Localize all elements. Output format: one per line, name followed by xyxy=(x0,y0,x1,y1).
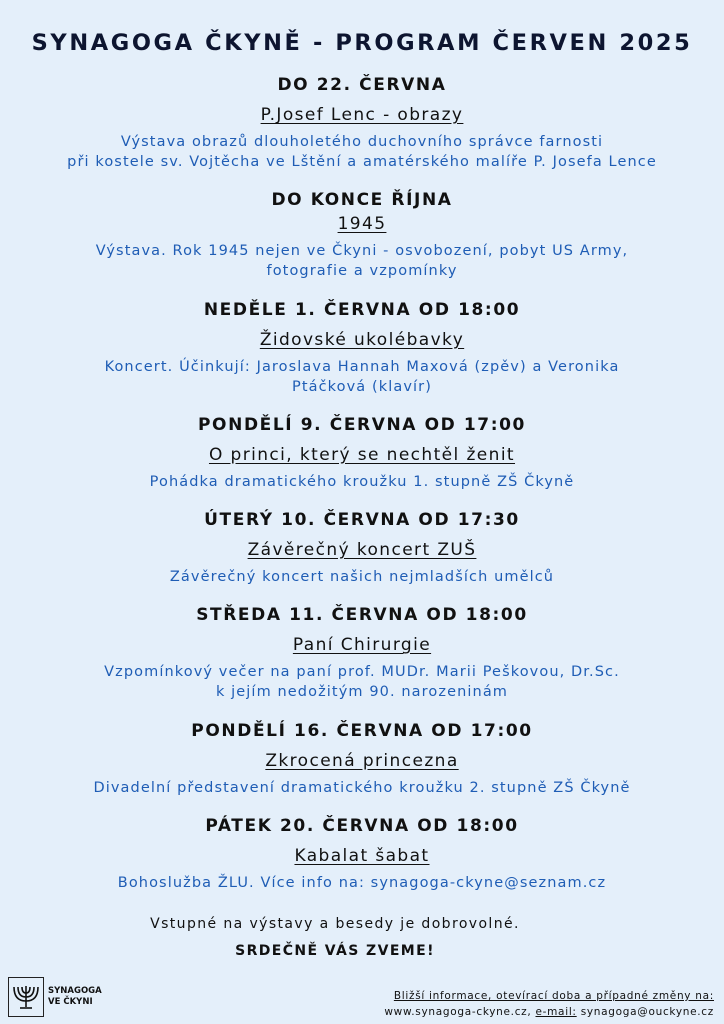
event-description xyxy=(0,662,724,702)
event-description-line: Ptáčková (klavír) xyxy=(291,379,432,395)
event-description-line: Koncert. Účinkují: Jaroslava Hannah Maxová (zpěv) a Veronika xyxy=(104,359,620,375)
logo-text xyxy=(48,986,102,1008)
contact-info xyxy=(384,988,714,1020)
event-7 xyxy=(0,720,724,798)
event-8 xyxy=(0,815,724,893)
event-date: DO KONCE ŘÍJNA xyxy=(271,190,453,210)
synagogue-logo xyxy=(8,975,138,1019)
event-description-line: při kostele sv. Vojtěcha ve Lštění a amatérského malíře P. Josefa Lence xyxy=(67,154,657,170)
event-description-line: fotografie a vzpomínky xyxy=(266,263,458,279)
event-4 xyxy=(0,414,724,492)
event-description xyxy=(0,567,724,587)
event-1 xyxy=(0,74,724,172)
event-description xyxy=(0,472,724,492)
event-date: DO 22. ČERVNA xyxy=(277,75,447,95)
event-title: O princi, který se nechtěl ženit xyxy=(208,445,516,465)
event-description xyxy=(0,778,724,798)
event-5 xyxy=(0,509,724,587)
event-description-line: Vzpomínkový večer na paní prof. MUDr. Marii Peškovou, Dr.Sc. xyxy=(104,664,620,680)
event-description xyxy=(0,873,724,893)
event-date: NEDĚLE 1. ČERVNA OD 18:00 xyxy=(203,300,521,320)
event-date: STŘEDA 11. ČERVNA OD 18:00 xyxy=(196,605,528,625)
email-label: e-mail: xyxy=(535,1006,577,1018)
event-description-line: Závěrečný koncert našich nejmladších umělců xyxy=(169,569,555,585)
event-description-line: Výstava. Rok 1945 nejen ve Čkyni - osvobození, pobyt US Army, xyxy=(95,243,629,259)
menorah-icon xyxy=(8,977,44,1017)
info-contacts xyxy=(384,1004,714,1020)
event-title: Závěrečný koncert ZUŠ xyxy=(247,540,477,560)
website-link[interactable]: www.synagoga-ckyne.cz, xyxy=(384,1006,532,1018)
admission-note: Vstupné na výstavy a besedy je dobrovolné. xyxy=(150,916,520,932)
event-6 xyxy=(0,604,724,702)
invitation: SRDEČNĚ VÁS ZVEME! xyxy=(235,943,435,959)
event-description-line: Výstava obrazů dlouholetého duchovního správce farnosti xyxy=(120,134,604,150)
event-title: P.Josef Lenc - obrazy xyxy=(260,105,464,125)
event-date: ÚTERÝ 10. ČERVNA OD 17:30 xyxy=(204,510,520,530)
event-description-line: k jejím nedožitým 90. narozeninám xyxy=(215,684,509,700)
event-date: PÁTEK 20. ČERVNA OD 18:00 xyxy=(205,816,519,836)
email-link[interactable]: synagoga@ouckyne.cz xyxy=(580,1006,714,1018)
logo-line: SYNAGOGA xyxy=(48,986,102,996)
event-3 xyxy=(0,299,724,397)
event-description-line: Divadelní představení dramatického kroužku 2. stupně ZŠ Čkyně xyxy=(93,780,631,796)
event-title: Zkrocená princezna xyxy=(265,751,459,771)
event-description-line: Pohádka dramatického kroužku 1. stupně ZŠ Čkyně xyxy=(149,474,575,490)
event-description xyxy=(0,357,724,397)
event-title: Kabalat šabat xyxy=(294,846,430,866)
logo-line: VE ČKYNI xyxy=(48,997,93,1007)
event-title: Židovské ukolébavky xyxy=(259,330,465,350)
event-date: PONDĚLÍ 9. ČERVNA OD 17:00 xyxy=(198,415,526,435)
event-2 xyxy=(0,189,724,281)
event-title: Paní Chirurgie xyxy=(292,635,432,655)
event-description-line: Bohoslužba ŽLU. Více info na: synagoga-ckyne@seznam.cz xyxy=(117,875,607,891)
page-title: SYNAGOGA ČKYNĚ - PROGRAM ČERVEN 2025 xyxy=(31,30,693,56)
event-description xyxy=(0,241,724,281)
event-description xyxy=(0,132,724,172)
event-date: PONDĚLÍ 16. ČERVNA OD 17:00 xyxy=(191,721,533,741)
event-title: 1945 xyxy=(337,214,387,234)
info-heading: Bližší informace, otevírací doba a případné změny na: xyxy=(393,990,714,1002)
